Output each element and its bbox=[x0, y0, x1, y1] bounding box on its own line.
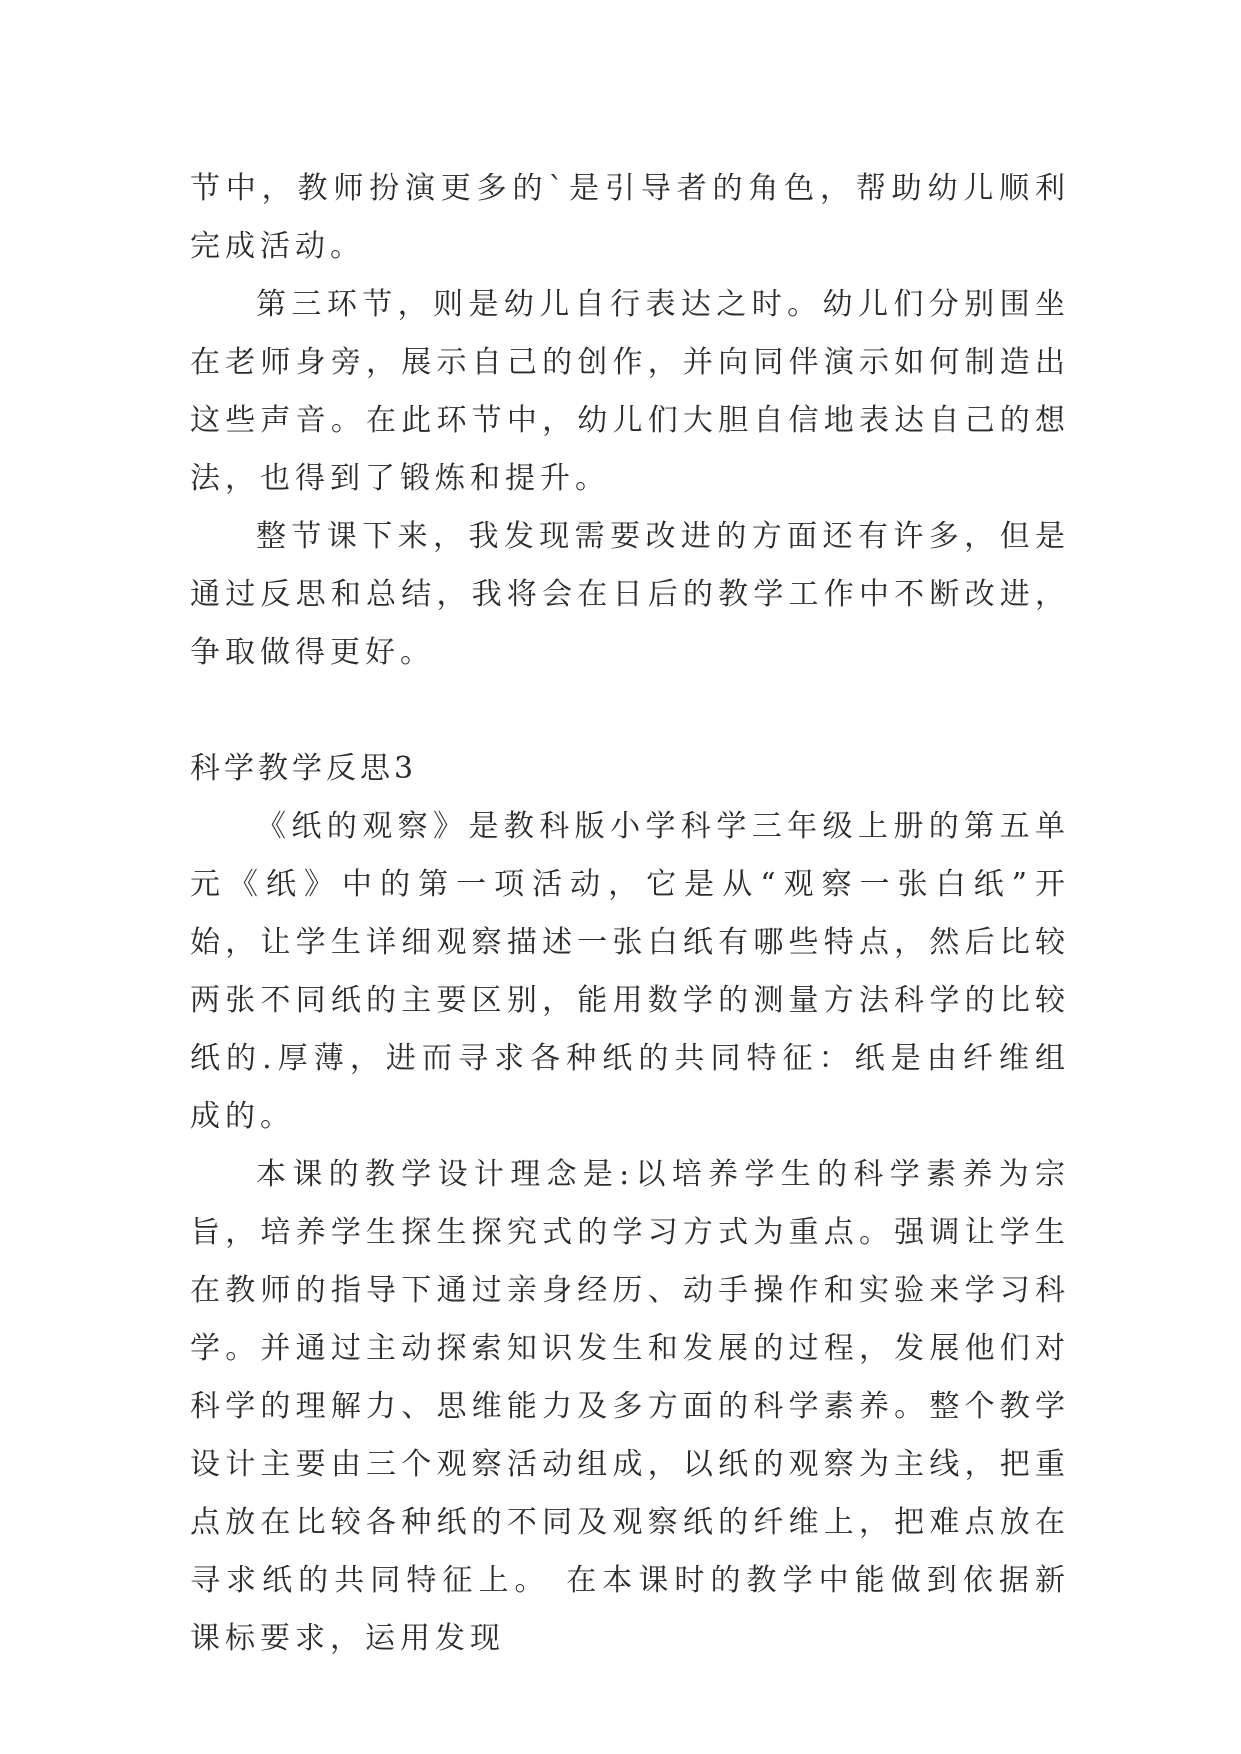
document-body bbox=[190, 160, 1070, 1668]
paragraph-lesson-intro: 《纸的观察》是教科版小学科学三年级上册的第五单元《纸》中的第一项活动，它是从“观察一张白纸”开始，让学生详细观察描述一张白纸有哪些特点，然后比较两张不同纸的主要区别，能用数学的测量方法科学的比较纸的.厚薄，进而寻求各种纸的共同特征：纸是由纤维组成的。 bbox=[190, 809, 1070, 1134]
paragraph-design-concept: 本课的教学设计理念是:以培养学生的科学素养为宗旨，培养学生探生探究式的学习方式为重点。强调让学生在教师的指导下通过亲身经历、动手操作和实验来学习科学。并通过主动探索知识发生和发展的过程，发展他们对科学的理解力、思维能力及多方面的科学素养。整个教学设计主要由三个观察活动组成，以纸的观察为主线，把重点放在比较各种纸的不同及观察纸的纤维上，把难点放在寻求纸的共同特征上。 在本课时的教学中能做到依据新课标要求，运用发现 bbox=[190, 1157, 1070, 1656]
paragraph-third-stage: 第三环节，则是幼儿自行表达之时。幼儿们分别围坐在老师身旁，展示自己的创作，并向同伴演示如何制造出这些声音。在此环节中，幼儿们大胆自信地表达自己的想法，也得到了锻炼和提升。 bbox=[190, 287, 1070, 496]
paragraph-continuation: 节中，教师扮演更多的`是引导者的角色，帮助幼儿顺利完成活动。 bbox=[190, 171, 1070, 264]
paragraph-summary: 整节课下来，我发现需要改进的方面还有许多，但是通过反思和总结，我将会在日后的教学工作中不断改进，争取做得更好。 bbox=[190, 519, 1070, 670]
section-title: 科学教学反思3 bbox=[190, 751, 418, 786]
section-gap bbox=[190, 682, 1070, 740]
